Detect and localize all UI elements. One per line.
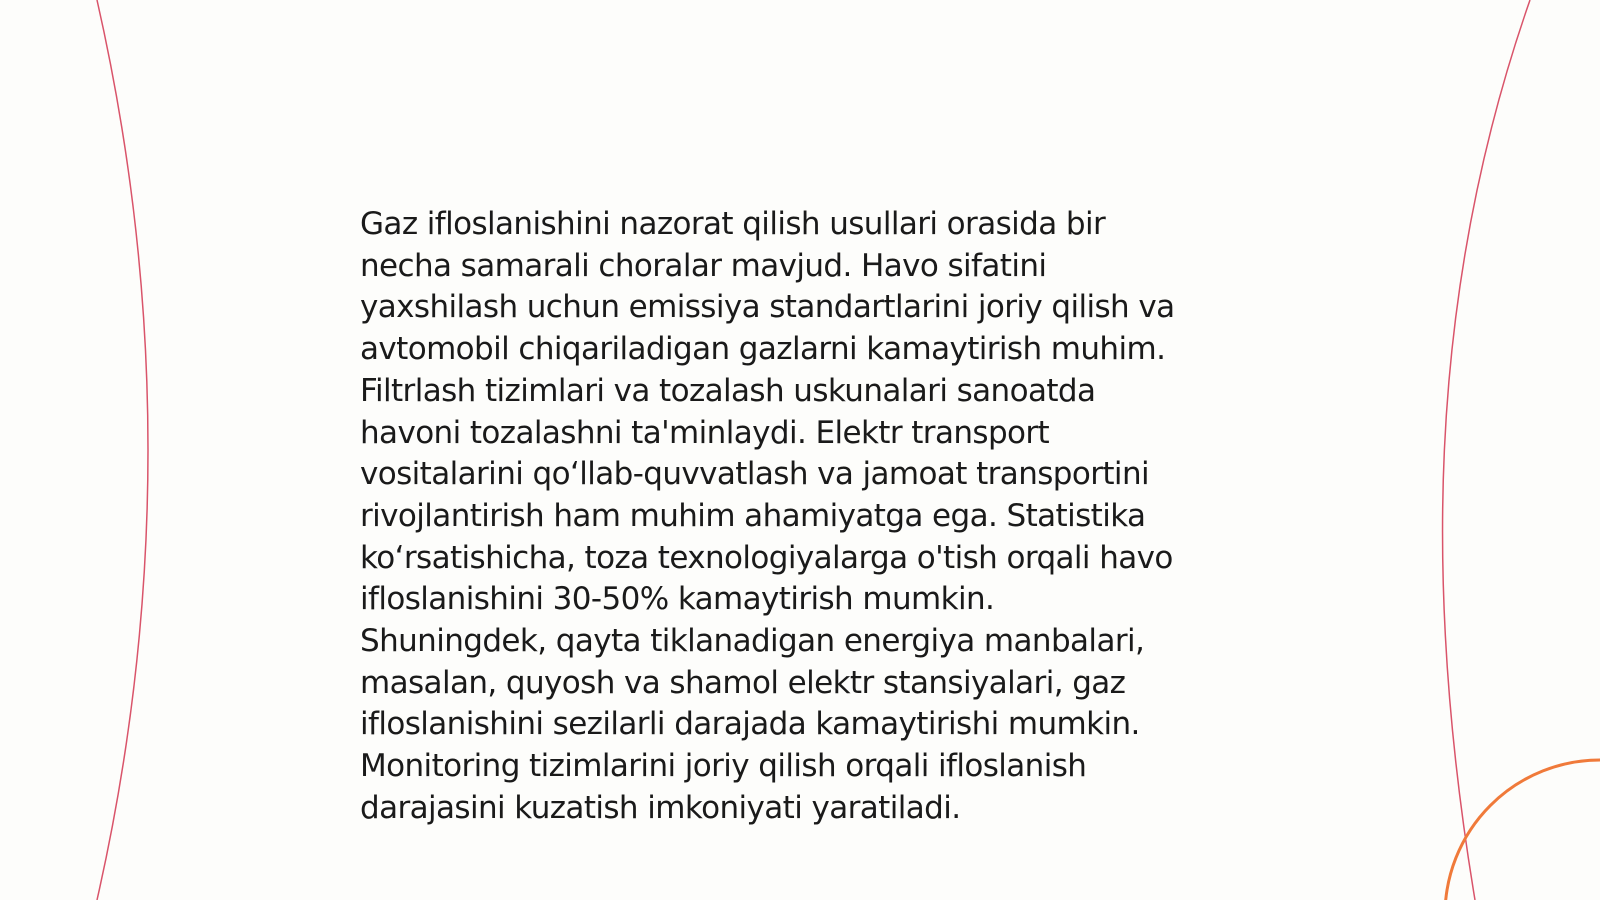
paragraph-line: masalan, quyosh va shamol elektr stansiyalari, gaz xyxy=(360,664,1126,701)
paragraph-line: ifloslanishini 30-50% kamaytirish mumkin. xyxy=(360,581,995,618)
paragraph-line: yaxshilash uchun emissiya standartlarini joriy qilish va xyxy=(360,289,1175,326)
paragraph-line: avtomobil chiqariladigan gazlarni kamaytirish muhim. xyxy=(360,331,1166,368)
body-paragraph xyxy=(360,204,1260,830)
paragraph-line: necha samarali choralar mavjud. Havo sifatini xyxy=(360,247,1047,284)
paragraph-line: Monitoring tizimlarini joriy qilish orqali ifloslanish xyxy=(360,748,1087,785)
paragraph-line: darajasini kuzatish imkoniyati yaratiladi. xyxy=(360,789,961,826)
paragraph-line: Shuningdek, qayta tiklanadigan energiya manbalari, xyxy=(360,623,1145,660)
paragraph-line: havoni tozalashni ta'minlaydi. Elektr transport xyxy=(360,414,1050,451)
right-curve-line xyxy=(1443,0,1530,900)
accent-circle-outline xyxy=(1445,760,1600,900)
paragraph-line: rivojlantirish ham muhim ahamiyatga ega. Statistika xyxy=(360,497,1146,534)
paragraph-line: vositalarini qo‘llab-quvvatlash va jamoat transportini xyxy=(360,456,1150,493)
paragraph-line: Filtrlash tizimlari va tozalash uskunalari sanoatda xyxy=(360,372,1096,409)
paragraph-line: ifloslanishini sezilarli darajada kamaytirishi mumkin. xyxy=(360,706,1140,743)
left-curve-line xyxy=(97,0,148,900)
paragraph-line: Gaz ifloslanishini nazorat qilish usullari orasida bir xyxy=(360,206,1106,242)
paragraph-line: ko‘rsatishicha, toza texnologiyalarga o'tish orqali havo xyxy=(360,539,1173,576)
